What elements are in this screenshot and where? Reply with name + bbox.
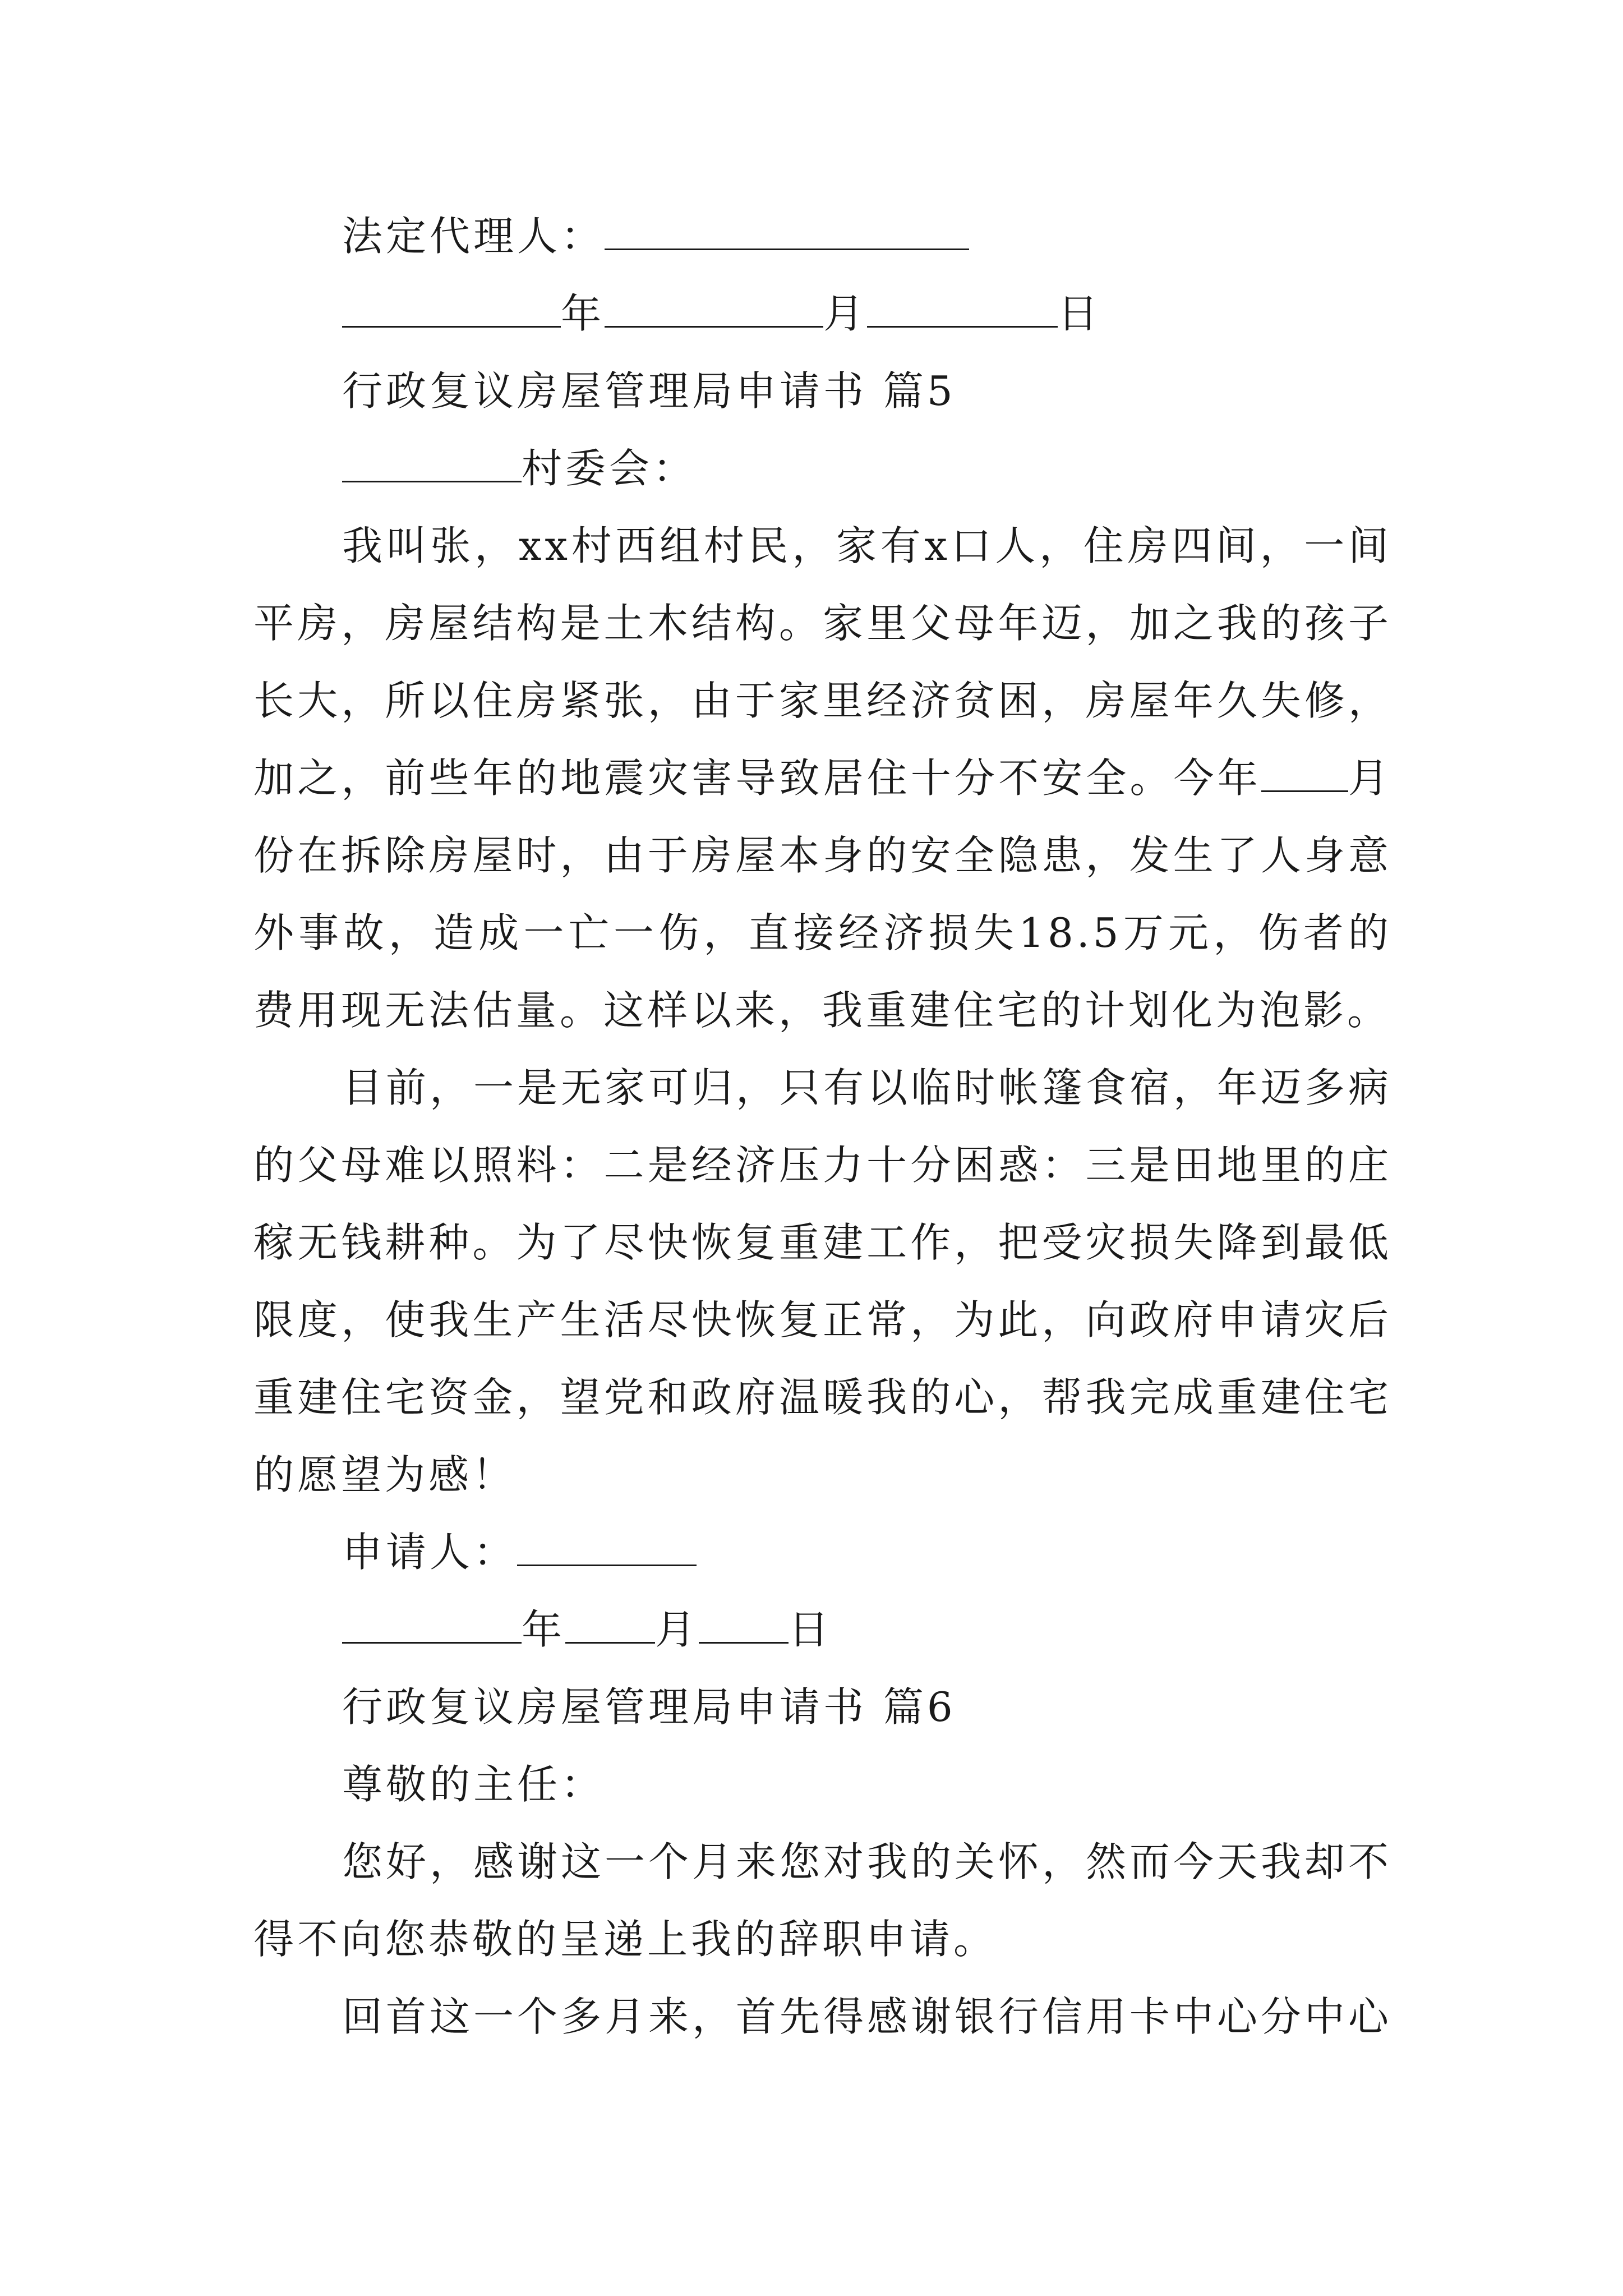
applicant-blank (517, 1526, 697, 1566)
document-body (253, 197, 1392, 2055)
day-label: 日 (1058, 290, 1102, 337)
day-blank (867, 288, 1058, 328)
legal-representative-label: 法定代理人： (342, 213, 605, 260)
month-blank-2 (565, 1604, 655, 1644)
village-name-blank (342, 443, 522, 482)
addressee-5-suffix: 村委会： (522, 445, 697, 492)
day-blank-2 (699, 1604, 789, 1644)
month-blank (605, 288, 823, 328)
day-label-2: 日 (789, 1606, 833, 1653)
year-label: 年 (561, 290, 605, 337)
applicant-label: 申请人： (342, 1529, 518, 1576)
addressee-6: 尊敬的主任： (342, 1761, 605, 1808)
year-blank (342, 288, 561, 328)
legal-representative-blank (605, 210, 969, 250)
month-label: 月 (823, 290, 868, 337)
paragraph-1-part-b: 月份在拆除房屋时，由于房屋本身的安全隐患，发生了人身意外事故，造成一亡一伤，直接经济损失18.5万元，伤者的费用现无法估量。这样以来，我重建住宅的计划化为泡影。 (253, 754, 1392, 1034)
paragraph-1 (253, 507, 1392, 1049)
paragraph-4: 回首这一个多月来，首先得感谢银行信用卡中心分中心 (342, 1993, 1393, 2040)
date-line-2 (253, 1591, 1392, 1668)
section-6-title: 行政复议房屋管理局申请书 篇6 (342, 1683, 956, 1731)
year-label-2: 年 (522, 1606, 566, 1653)
addressee-5-line (253, 430, 1392, 507)
month-inline-blank (1261, 752, 1348, 792)
paragraph-3: 您好，感谢这一个月来您对我的关怀，然而今天我却不得不向您恭敬的呈递上我的辞职申请。 (253, 1838, 1393, 1963)
year-blank-2 (342, 1604, 522, 1644)
paragraph-2: 目前，一是无家可归，只有以临时帐篷食宿，年迈多病的父母难以照料：二是经济压力十分困惑：三是田地里的庄稼无钱耕种。为了尽快恢复重建工作，把受灾损失降到最低限度，使我生产生活尽快恢复正常，为此，向政府申请灾后重建住宅资金，望党和政府温暖我的心，帮我完成重建住宅的愿望为感！ (253, 1064, 1393, 1498)
month-label-2: 月 (655, 1606, 699, 1653)
legal-representative-line (253, 197, 1392, 275)
section-5-title: 行政复议房屋管理局申请书 篇5 (342, 367, 956, 415)
applicant-line (253, 1513, 1392, 1591)
paragraph-1-part-a: 我叫张，xx村西组村民，家有x口人，住房四间，一间平房，房屋结构是土木结构。家里父母年迈，加之我的孩子长大，所以住房紧张，由于家里经济贫困，房屋年久失修，加之，前些年的地震灾害导致居住十分不安全。今年 (253, 522, 1392, 802)
date-line-1 (253, 275, 1392, 352)
